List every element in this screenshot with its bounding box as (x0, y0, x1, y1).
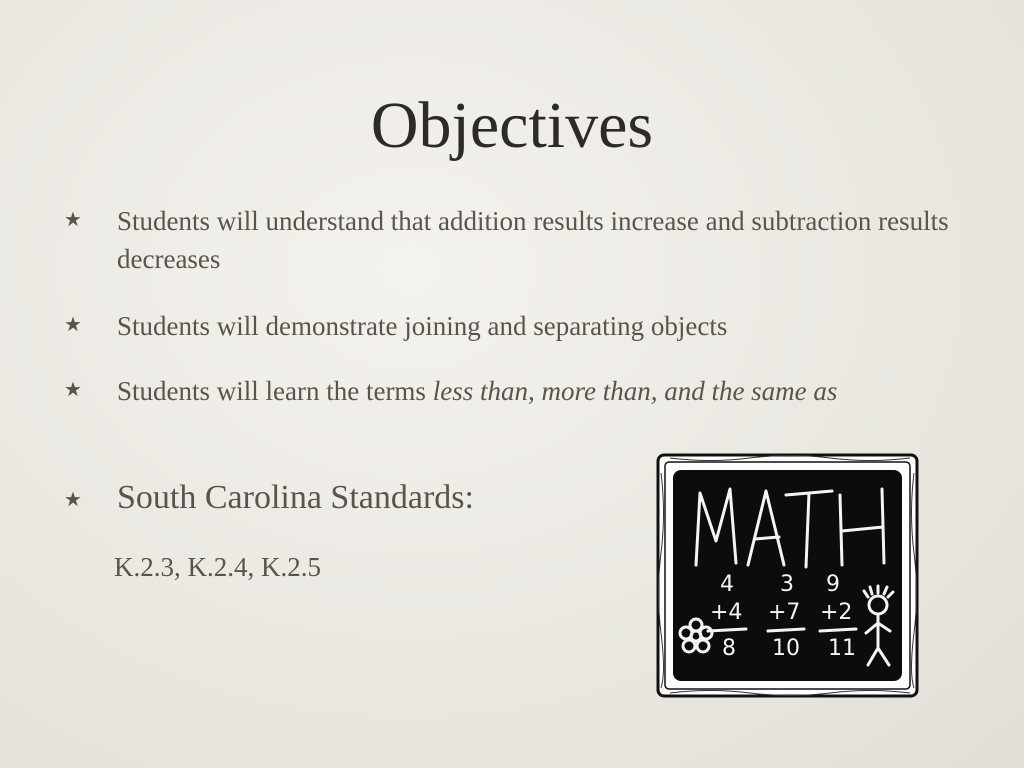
chalk-problem-op: +4 (710, 600, 743, 625)
chalk-problem-op: +7 (768, 600, 801, 625)
bullet-text: South Carolina Standards: (117, 479, 474, 516)
bullet-text-italic: less than, more than, and the same as (432, 376, 838, 406)
chalk-sum-line (768, 629, 804, 631)
chalk-problem-result: 11 (828, 636, 856, 661)
star-icon: ★ (64, 209, 82, 231)
bullet-text: Students will demonstrate joining and separating objects (117, 311, 728, 341)
star-icon: ★ (64, 314, 82, 336)
slide-title: Objectives (370, 89, 654, 162)
chalk-problem-top: 3 (780, 572, 794, 597)
standards-codes: K.2.3, K.2.4, K.2.5 (114, 552, 321, 582)
chalk-problem-top: 9 (826, 572, 840, 597)
chalkboard-math-image (656, 453, 919, 698)
bullet-text (117, 372, 967, 410)
chalk-problem-op: +2 (820, 600, 853, 625)
chalk-problem-result: 10 (772, 636, 800, 661)
bullet-text: Students will understand that addition results increase and subtraction results decreases (117, 206, 949, 274)
chalk-sum-line (708, 629, 746, 631)
star-icon: ★ (64, 489, 82, 511)
bullet-text-prefix: Students will learn the terms (117, 376, 433, 406)
chalk-problem-result: 8 (722, 636, 736, 661)
star-icon: ★ (64, 379, 82, 401)
chalk-sum-line (820, 629, 856, 631)
chalk-problem-top: 4 (720, 572, 734, 597)
